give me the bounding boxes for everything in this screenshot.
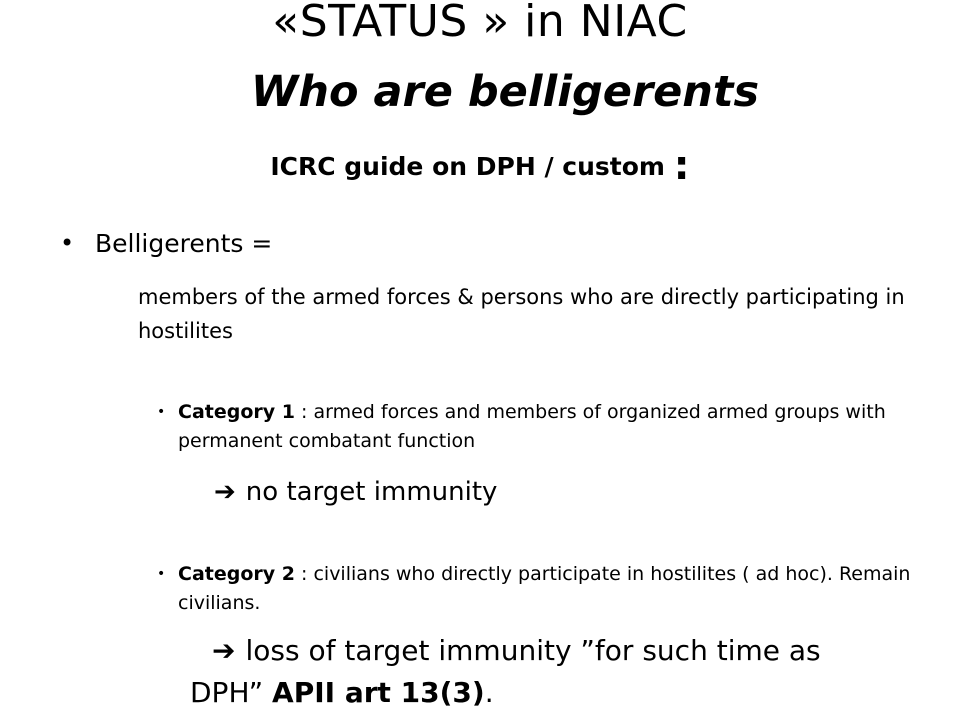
right-arrow-icon: ➔	[214, 477, 236, 507]
category-1-result-text: no target immunity	[245, 477, 498, 507]
slide-subtitle	[0, 142, 960, 191]
category-2-result-suffix: .	[484, 676, 494, 709]
category-1-text: : armed forces and members of organized armed groups with permanent combatant function	[178, 401, 886, 452]
legal-reference: APII art 13(3)	[272, 676, 485, 709]
category-2-result-text: loss of target immunity ”for such time as	[245, 634, 821, 667]
slide-title-subheading: Who are belligerents	[250, 67, 760, 117]
bullet-belligerents: Belligerents =	[95, 229, 273, 258]
slide-title: «STATUS » in NIAC	[272, 0, 688, 47]
category-2-text: : civilians who directly participate in hostilites ( ad hoc). Remain civilians.	[178, 563, 911, 614]
category-1-item	[178, 398, 918, 456]
category-2-result	[212, 632, 821, 670]
category-2-item	[178, 560, 938, 618]
sub-bullet-dot-icon: •	[157, 566, 166, 582]
belligerents-definition: members of the armed forces & persons who are directly participating in hostilites	[138, 285, 905, 343]
subtitle-colon: :	[673, 143, 690, 189]
bullet-dot-icon: •	[60, 229, 75, 257]
category-1-result	[214, 473, 497, 511]
category-1-label: Category 1	[178, 401, 295, 423]
subtitle-text: ICRC guide on DPH / custom	[270, 152, 674, 181]
category-2-result-prefix: DPH”	[190, 676, 273, 709]
category-2-label: Category 2	[178, 563, 295, 585]
category-2-result-continued	[190, 674, 494, 712]
sub-bullet-dot-icon: •	[157, 404, 166, 420]
right-arrow-icon: ➔	[212, 634, 236, 667]
